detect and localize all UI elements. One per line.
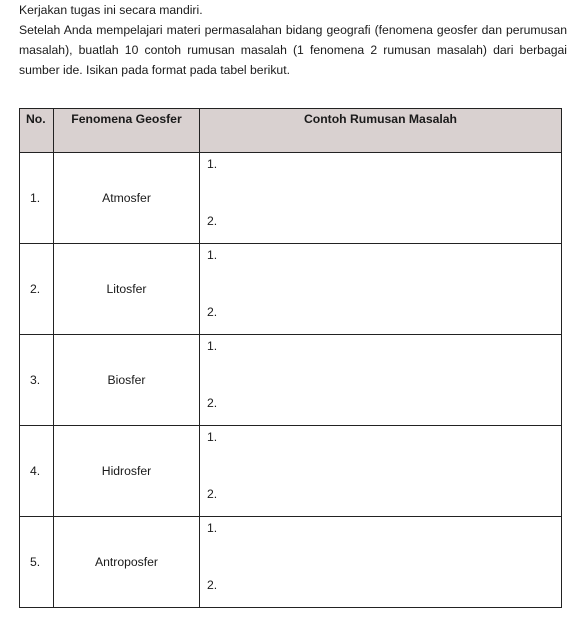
row-examples-cell: [200, 153, 562, 244]
row-examples-cell: [200, 244, 562, 335]
example-item-1: 1.: [207, 248, 218, 262]
row-examples-cell: [200, 517, 562, 608]
instruction-line: Kerjakan tugas ini secara mandiri.: [19, 3, 203, 17]
header-examples: Contoh Rumusan Masalah: [200, 109, 562, 153]
table-row: [20, 426, 562, 517]
row-examples-cell: [200, 335, 562, 426]
row-phenomenon: Atmosfer: [54, 153, 200, 244]
table-row: [20, 517, 562, 608]
problem-formulation-table: [19, 108, 562, 608]
instructions: [19, 0, 567, 80]
example-item-2: 2.: [207, 305, 218, 319]
instruction-paragraph: Setelah Anda mempelajari materi permasalahan bidang geografi (fenomena geosfer dan perumusan masalah), buatlah 10 contoh rumusan masalah (1 fenomena 2 rumusan masalah) dari berbagai sumber ide. Isikan pada format pada tabel berikut.: [19, 23, 567, 77]
row-examples-cell: [200, 426, 562, 517]
row-phenomenon: Litosfer: [54, 244, 200, 335]
table-header-row: [20, 109, 562, 153]
example-item-2: 2.: [207, 396, 218, 410]
table-row: [20, 335, 562, 426]
table-row: [20, 244, 562, 335]
header-phenomenon: Fenomena Geosfer: [54, 109, 200, 153]
table-row: [20, 153, 562, 244]
row-number: 5.: [20, 517, 54, 608]
row-phenomenon: Hidrosfer: [54, 426, 200, 517]
example-item-1: 1.: [207, 521, 218, 535]
example-item-1: 1.: [207, 157, 218, 171]
example-item-2: 2.: [207, 578, 218, 592]
example-item-2: 2.: [207, 487, 218, 501]
row-phenomenon: Antroposfer: [54, 517, 200, 608]
example-item-2: 2.: [207, 214, 218, 228]
header-no: No.: [20, 109, 54, 153]
row-number: 1.: [20, 153, 54, 244]
row-number: 4.: [20, 426, 54, 517]
row-number: 2.: [20, 244, 54, 335]
row-phenomenon: Biosfer: [54, 335, 200, 426]
example-item-1: 1.: [207, 339, 218, 353]
example-item-1: 1.: [207, 430, 218, 444]
row-number: 3.: [20, 335, 54, 426]
